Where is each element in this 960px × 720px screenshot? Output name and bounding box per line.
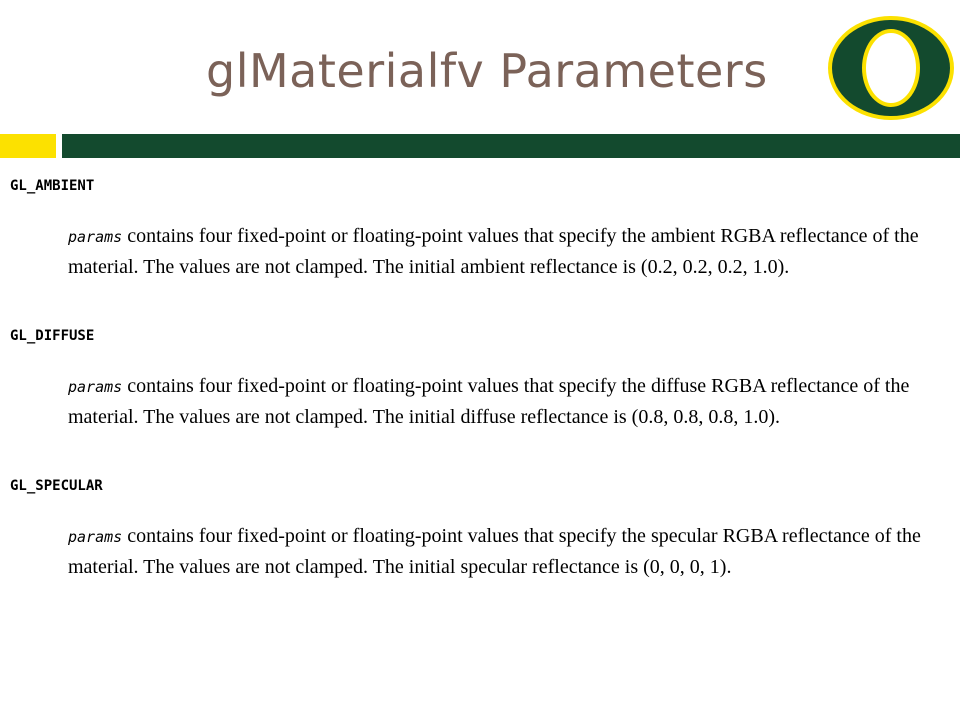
param-text: contains four fixed-point or floating-point values that specify the specular RGBA reflectance of the material. The values are not clamped. The initial specular reflectance is (0, 0, 0, 1). (68, 525, 921, 578)
param-name: GL_AMBIENT (10, 178, 95, 194)
accent-bar-green (62, 134, 960, 158)
param-name: GL_DIFFUSE (10, 328, 95, 344)
oregon-o-logo-icon (822, 10, 960, 126)
param-text: contains four fixed-point or floating-point values that specify the diffuse RGBA reflectance of the material. The values are not clamped. The initial diffuse reflectance is (0.8, 0.8, 0.8, 1.0). (68, 375, 910, 428)
param-word: params (68, 378, 123, 396)
param-word: params (68, 528, 123, 546)
param-text: contains four fixed-point or floating-point values that specify the ambient RGBA reflectance of the material. The values are not clamped. The initial ambient reflectance is (0.2, 0.2, 0.2, 1.0). (68, 225, 919, 278)
param-description (68, 371, 954, 432)
param-description (68, 521, 954, 582)
accent-bar-yellow (0, 134, 56, 158)
param-word: params (68, 228, 123, 246)
param-description (68, 221, 954, 282)
param-name: GL_SPECULAR (10, 478, 103, 494)
slide-title: glMaterialfv Parameters (206, 44, 768, 98)
